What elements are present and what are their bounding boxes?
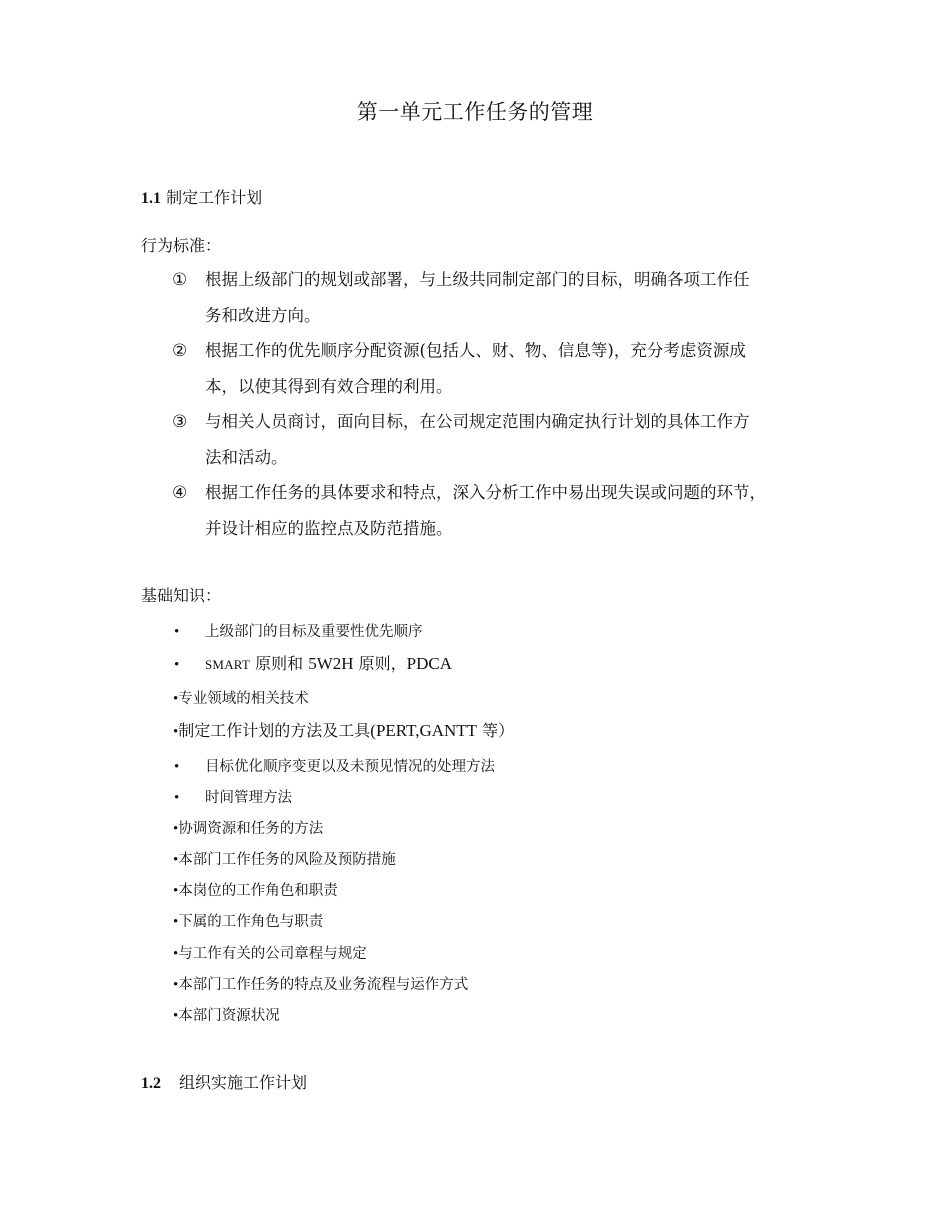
- bullet-marker: •: [173, 821, 179, 837]
- list-item-text: 与工作有关的公司章程与规定: [178, 946, 367, 962]
- list-item-text: 本部门资源状况: [178, 1008, 280, 1024]
- item-text-line: 根据工作任务的具体要求和特点，深入分析工作中易出现失误或问题的环节，: [205, 483, 766, 502]
- behavior-standard-item: [172, 333, 832, 405]
- item-text-line: 本，以使其得到有效合理的利用。: [205, 377, 453, 396]
- item-text-line: 与相关人员商讨，面向目标，在公司规定范围内确定执行计划的具体工作方: [205, 412, 750, 431]
- knowledge-list-item: [173, 721, 514, 742]
- bullet-marker: •: [173, 946, 179, 962]
- behavior-standard-label: 行为标准：: [141, 236, 222, 255]
- basic-knowledge-label: 基础知识：: [141, 586, 222, 605]
- document-title: 第一单元工作任务的管理: [356, 100, 594, 124]
- item-marker: ③: [172, 412, 188, 432]
- bullet-marker: •: [174, 790, 180, 806]
- knowledge-list-item: [173, 689, 309, 709]
- list-item-text: 时间管理方法: [205, 790, 292, 806]
- list-item-text: 协调资源和任务的方法: [178, 821, 324, 837]
- item-text-line: 根据上级部门的规划或部署，与上级共同制定部门的目标，明确各项工作任: [205, 270, 750, 289]
- knowledge-list-item: [173, 912, 323, 932]
- knowledge-list-item: [174, 788, 292, 808]
- item-text-line: 根据工作的优先顺序分配资源(包括人、财、物、信息等)，充分考虑资源成: [205, 341, 746, 360]
- bullet-marker: •: [173, 852, 179, 868]
- behavior-standard-item: [172, 404, 832, 476]
- list-item-text: 专业领域的相关技术: [178, 691, 309, 707]
- knowledge-list-item: [173, 819, 323, 839]
- bullet-marker: •: [173, 1008, 179, 1024]
- section-number: 1.2: [141, 1075, 161, 1092]
- knowledge-list-item: [174, 654, 452, 675]
- item-text-line: 法和活动。: [205, 448, 288, 467]
- list-item-text: 上级部门的目标及重要性优先顺序: [205, 624, 423, 640]
- list-item-text: 目标优化顺序变更以及未预见情况的处理方法: [205, 759, 495, 775]
- list-item-text: 下属的工作角色与职责: [178, 914, 324, 930]
- section-title: 组织实施工作计划: [179, 1073, 308, 1092]
- knowledge-list-item: [174, 622, 423, 642]
- item-marker: ④: [172, 483, 188, 503]
- list-item-text: 本部门工作任务的特点及业务流程与运作方式: [178, 977, 469, 993]
- behavior-standard-item: [172, 475, 832, 547]
- knowledge-list-item: [173, 975, 468, 995]
- bullet-marker: •: [173, 977, 179, 993]
- bullet-marker: •: [173, 691, 179, 707]
- section-heading-1-1: [141, 185, 262, 208]
- section-number: 1.1: [141, 190, 161, 207]
- list-item-text: 等）: [477, 721, 515, 740]
- item-marker: ②: [172, 341, 188, 361]
- behavior-standard-item: [172, 262, 832, 334]
- item-text-line: 务和改进方向。: [205, 306, 321, 325]
- list-item-text: 制定工作计划的方法及工具: [178, 721, 371, 740]
- item-text-line: 并设计相应的监控点及防范措施。: [205, 519, 453, 538]
- list-item-text: SMART: [205, 657, 251, 672]
- knowledge-list-item: [174, 757, 495, 777]
- knowledge-list-item: [173, 881, 338, 901]
- list-item-text: PDCA: [406, 654, 452, 673]
- section-heading-1-2: [141, 1070, 307, 1093]
- list-item-text: (PERT,GANTT: [370, 721, 478, 740]
- bullet-marker: •: [174, 657, 180, 673]
- list-item-text: 本部门工作任务的风险及预防措施: [178, 852, 396, 868]
- list-item-text: 原则，: [353, 654, 407, 673]
- list-item-text: 本岗位的工作角色和职责: [178, 883, 338, 899]
- knowledge-list-item: [173, 944, 367, 964]
- knowledge-list-item: [173, 1006, 280, 1026]
- bullet-marker: •: [174, 624, 180, 640]
- section-title: 制定工作计划: [166, 188, 263, 207]
- bullet-marker: •: [173, 914, 179, 930]
- list-item-text: 原则和: [250, 654, 309, 673]
- bullet-marker: •: [173, 883, 179, 899]
- bullet-marker: •: [174, 759, 180, 775]
- bullet-marker: •: [173, 724, 179, 740]
- list-item-text: 5W2H: [308, 654, 354, 673]
- knowledge-list-item: [173, 850, 396, 870]
- item-marker: ①: [172, 270, 188, 290]
